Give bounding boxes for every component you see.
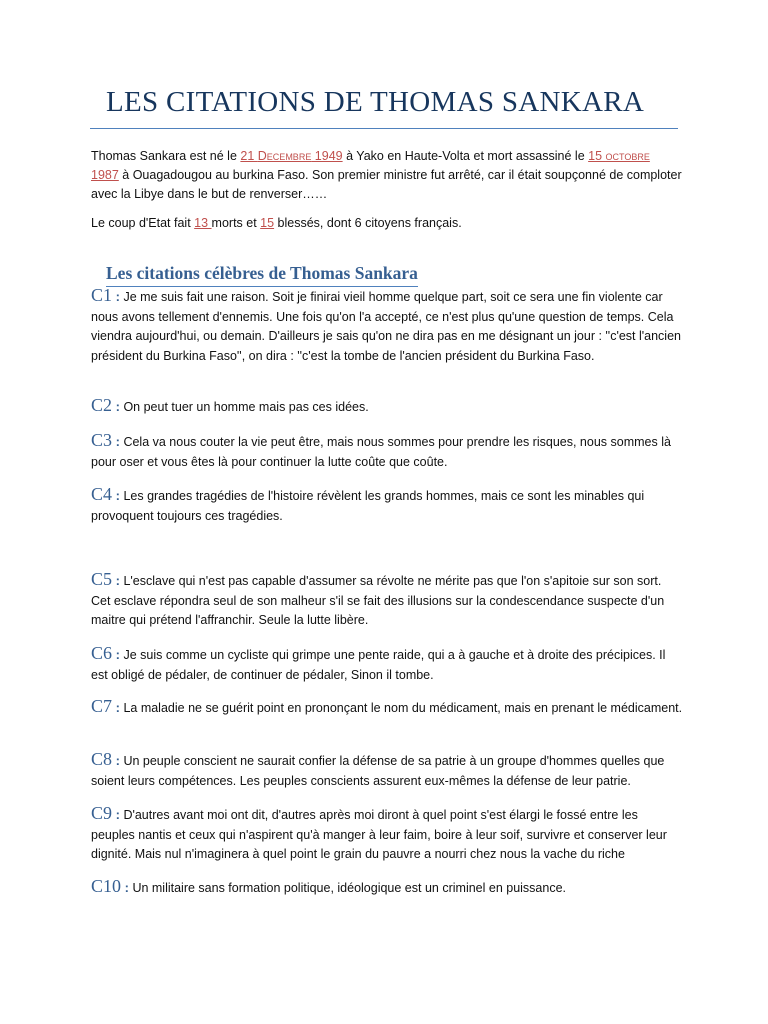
intro-text: morts et (211, 216, 261, 230)
birth-date (240, 149, 342, 163)
quote-text: Je suis comme un cycliste qui grimpe une pente raide, qui a à gauche et à droite des précipices. Il est obligé de pédaler, de continuer de pédaler, Sinon il tombe. (91, 648, 666, 682)
dead-count: 13 (194, 216, 212, 230)
quote-label: C3 (91, 430, 113, 450)
death-year: 1987 (91, 168, 119, 182)
intro-paragraph-coup (91, 214, 686, 233)
section-heading: Les citations célèbres de Thomas Sankara (106, 263, 418, 287)
quote-text: Les grandes tragédies de l'histoire révèlent les grands hommes, mais ce sont les minables qui provoquent toujours ces tragédies. (91, 489, 645, 523)
quote-item (91, 396, 683, 418)
quote-label: C4 (91, 484, 113, 504)
quote-item (91, 750, 683, 791)
quote-label: C5 (91, 569, 113, 589)
death-month: octobre (605, 149, 650, 163)
quote-label: C1 (91, 285, 113, 305)
injured-count: 15 (260, 216, 275, 230)
quote-text: Un militaire sans formation politique, idéologique est un criminel en puissance. (128, 881, 567, 895)
birth-month: Decembre (257, 149, 312, 163)
quote-text: D'autres avant moi ont dit, d'autres après moi diront à quel point s'est élargi le fossé entre les peuples nantis et ceux qui n'aspirent qu'à manger à leur faim, boire à leur soif, survivre et conserver leur dignité. Mais nul n'imaginera à quel point le grain du pauvre a nourri chez nous la vache du riche (91, 808, 667, 861)
birth-year: 1949 (311, 149, 343, 163)
quote-item (91, 877, 683, 899)
quote-item (91, 485, 683, 526)
quote-separator: : (112, 700, 120, 715)
quote-label: C10 (91, 876, 122, 896)
quote-text: Un peuple conscient ne saurait confier la défense de sa patrie à un groupe d'hommes quelles que soient leurs compétences. Les peuples conscients assurent eux-mêmes la défense de leur patrie. (91, 754, 665, 788)
quote-item (91, 804, 683, 865)
quote-item (91, 431, 683, 472)
quote-text: L'esclave qui n'est pas capable d'assumer sa révolte ne mérite pas que l'on s'apitoie sur son sort. Cet esclave répondra seul de son malheur s'il se fait des illusions sur la condescendance suspecte d'un maitre qui prétend l'affranchir. Seule la lutte libère. (91, 574, 665, 627)
quote-item (91, 286, 683, 366)
birth-day: 21 (240, 149, 258, 163)
intro-text: à Yako en Haute-Volta et mort assassiné le (342, 149, 589, 163)
quote-text: On peut tuer un homme mais pas ces idées. (119, 400, 369, 414)
quote-separator: : (112, 488, 120, 503)
quote-text: La maladie ne se guérit point en prononçant le nom du médicament, mais en prenant le médicament. (119, 701, 683, 715)
intro-text: Le coup d'Etat fait (91, 216, 195, 230)
intro-paragraph-birth (91, 147, 686, 204)
quote-separator: : (112, 434, 120, 449)
quote-text: Je me suis fait une raison. Soit je finirai vieil homme quelque part, soit ce sera une fin violente car nous avons tellement d'ennemis. Une fois qu'on l'a accepté, ce n'est plus qu'une question de temps. Cela viendra aujourd'hui, ou demain. D'ailleurs je sais qu'on ne dira pas en me désignant un jour : ''c'est l'ancien président du Burkina Faso'', on dira : ''c'est la tombe de l'ancien président du Burkina Faso. (91, 290, 681, 363)
intro-text: blessés, dont 6 citoyens français. (274, 216, 462, 230)
quote-label: C6 (91, 643, 113, 663)
quote-separator: : (112, 807, 120, 822)
quote-separator: : (121, 880, 129, 895)
page-title: LES CITATIONS DE THOMAS SANKARA (106, 86, 645, 118)
intro-text: à Ouagadougou au burkina Faso. Son premier ministre fut arrêté, car il était soupçonné de comploter avec la Libye dans le but de renverser…… (91, 168, 682, 201)
quote-label: C7 (91, 696, 113, 716)
title-underline (90, 128, 678, 129)
quote-item (91, 570, 683, 631)
death-day: 15 (588, 149, 606, 163)
quote-separator: : (112, 647, 120, 662)
quote-label: C9 (91, 803, 113, 823)
quote-text: Cela va nous couter la vie peut être, mais nous sommes pour prendre les risques, nous sommes là pour oser et vous êtes là pour continuer la lutte coûte que coûte. (91, 435, 671, 469)
quote-item (91, 697, 683, 719)
quote-item (91, 644, 683, 685)
quote-separator: : (112, 399, 120, 414)
quote-separator: : (112, 573, 120, 588)
quote-label: C2 (91, 395, 113, 415)
quote-separator: : (112, 289, 120, 304)
quote-separator: : (112, 753, 120, 768)
quote-label: C8 (91, 749, 113, 769)
intro-text: Thomas Sankara est né le (91, 149, 241, 163)
